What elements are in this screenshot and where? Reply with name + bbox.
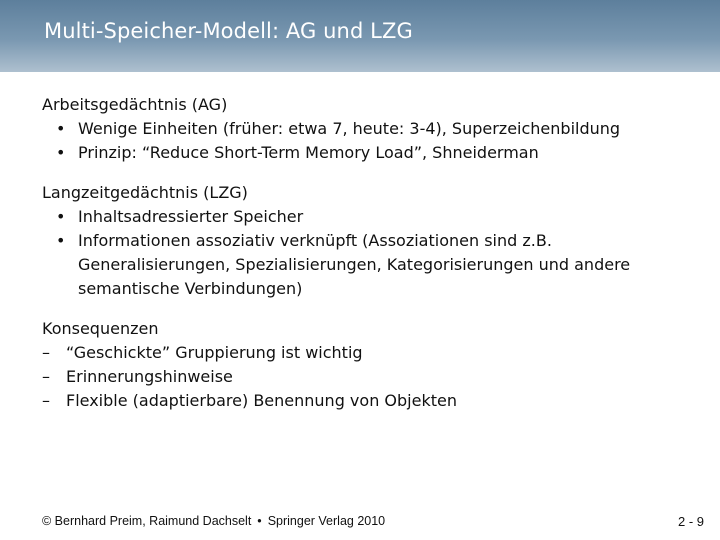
list-item-text: Informationen assoziativ verknüpft (Assoziationen sind z.B. Generalisierungen, Spezialisierungen, Kategorisierungen und andere semantische Verbindungen) xyxy=(78,231,631,298)
dash-list xyxy=(42,341,702,413)
section-heading: Konsequenzen xyxy=(42,319,159,338)
list-item xyxy=(42,365,702,389)
bullet-icon: • xyxy=(56,231,66,250)
footer-publisher: Springer Verlag 2010 xyxy=(267,514,386,528)
list-item xyxy=(42,389,702,413)
list-item xyxy=(42,117,702,141)
footer-authors: © Bernhard Preim, Raimund Dachselt xyxy=(42,514,252,528)
title-bar xyxy=(0,0,720,72)
footer xyxy=(42,514,385,528)
list-item-text: “Geschickte” Gruppierung ist wichtig xyxy=(66,343,363,362)
page-number: 2 - 9 xyxy=(677,514,704,529)
list-item-text: Wenige Einheiten (früher: etwa 7, heute: 3-4), Superzeichenbildung xyxy=(78,119,621,138)
dash-icon: – xyxy=(42,367,50,386)
section-konsequenzen xyxy=(42,317,702,413)
dash-icon: – xyxy=(42,391,50,410)
footer-separator-icon: • xyxy=(257,514,262,528)
list-item-text: Inhaltsadressierter Speicher xyxy=(78,207,304,226)
bullet-icon: • xyxy=(56,119,66,138)
section-langzeitgedaechtnis xyxy=(42,181,702,301)
section-arbeitsgedaechtnis xyxy=(42,93,702,165)
slide-title: Multi-Speicher-Modell: AG und LZG xyxy=(44,19,413,43)
bullet-list xyxy=(42,205,702,301)
dash-icon: – xyxy=(42,343,50,362)
list-item xyxy=(42,341,702,365)
bullet-icon: • xyxy=(56,143,66,162)
list-item-text: Erinnerungshinweise xyxy=(66,367,233,386)
section-heading: Arbeitsgedächtnis (AG) xyxy=(42,95,228,114)
list-item xyxy=(42,141,702,165)
section-heading: Langzeitgedächtnis (LZG) xyxy=(42,183,248,202)
list-item xyxy=(42,205,702,229)
list-item-text: Prinzip: “Reduce Short-Term Memory Load”, Shneiderman xyxy=(78,143,539,162)
list-item xyxy=(42,229,702,301)
list-item-text: Flexible (adaptierbare) Benennung von Objekten xyxy=(66,391,457,410)
slide-content xyxy=(42,93,702,429)
bullet-list xyxy=(42,117,702,165)
bullet-icon: • xyxy=(56,207,66,226)
